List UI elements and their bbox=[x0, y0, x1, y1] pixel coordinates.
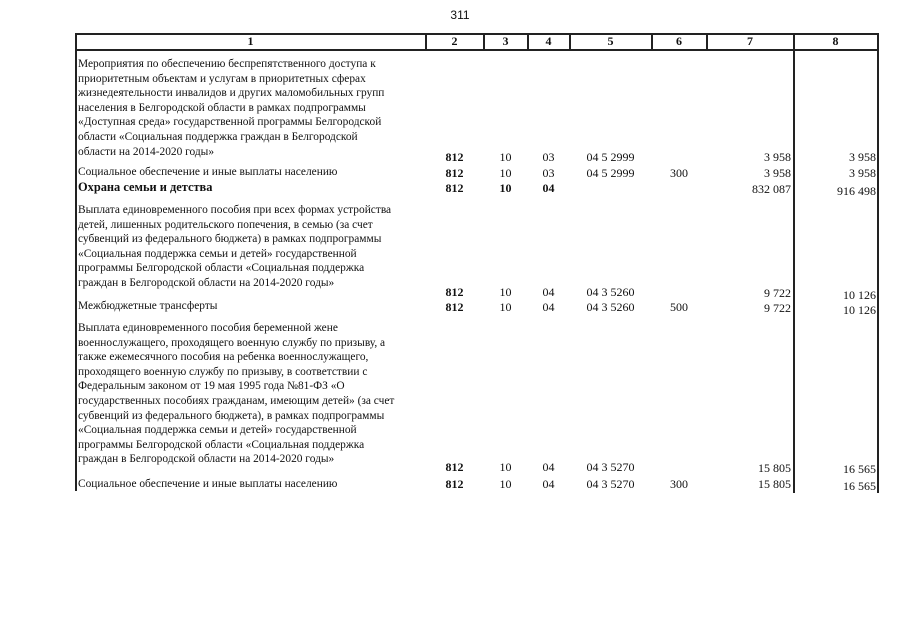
row-subsection: 03 bbox=[542, 150, 555, 164]
row-subsection: 04 bbox=[542, 460, 555, 474]
row-code-812: 812 bbox=[445, 181, 464, 195]
row-target-code: 04 3 5270 bbox=[586, 477, 635, 491]
header-col-3: 3 bbox=[502, 34, 509, 48]
row-section: 10 bbox=[499, 150, 512, 164]
row-section: 10 bbox=[499, 166, 512, 180]
row-amount-2016: 3 958 bbox=[849, 166, 876, 180]
row-amount-2015: 9 722 bbox=[764, 301, 791, 315]
header-col-8: 8 bbox=[832, 34, 839, 48]
header-bottom-border bbox=[75, 49, 878, 51]
row-amount-2015: 9 722 bbox=[764, 286, 791, 300]
row-description: Межбюджетные трансферты bbox=[78, 300, 218, 312]
row-code-812: 812 bbox=[445, 477, 464, 491]
row-description: Выплата единовременного пособия при всех формах устройства детей, лишенных родительского попечения, в семью (за счет субвенций из федерального бюджета) в рамках подпрограммы «Социальная поддержка семьи и детей» государственной программы Белгородской области «Социальная поддержка граждан в Белгородской области на 2014-2020 годы» bbox=[78, 204, 392, 289]
row-target-code: 04 3 5260 bbox=[586, 300, 635, 314]
row-section: 10 bbox=[499, 300, 512, 314]
row-subsection: 03 bbox=[542, 166, 555, 180]
row-description: Социальное обеспечение и иные выплаты населению bbox=[78, 166, 338, 178]
row-expense-type: 300 bbox=[670, 477, 688, 491]
row-section: 10 bbox=[499, 460, 512, 474]
row-subsection: 04 bbox=[542, 181, 555, 195]
header-col-5: 5 bbox=[607, 34, 614, 48]
col-border-7-8 bbox=[793, 33, 795, 493]
row-amount-2015: 15 805 bbox=[758, 477, 791, 491]
row-section: 10 bbox=[499, 181, 512, 195]
row-target-code: 04 5 2999 bbox=[586, 166, 635, 180]
row-amount-2016: 3 958 bbox=[849, 150, 876, 164]
row-amount-2015: 3 958 bbox=[764, 166, 791, 180]
header-col-6: 6 bbox=[676, 34, 682, 48]
row-description: Охрана семьи и детства bbox=[78, 180, 213, 194]
row-code-812: 812 bbox=[445, 166, 464, 180]
row-description: Социальное обеспечение и иные выплаты населению bbox=[78, 478, 338, 490]
row-description: Выплата единовременного пособия беременной жене военнослужащего, проходящего военную службу по призыву, а также ежемесячного пособия на ребенка военнослужащего, проходящего военную службу по призыву, в соответствии с Федеральным законом от 19 мая 1995 года №81-ФЗ «О государственных пособиях гражданам, имеющим детей» (за счет субвенций из федерального бюджета), в рамках подпрограммы «Социальная поддержка семьи и детей» государственной программы Белгородской области «Социальная поддержка граждан в Белгородской области на 2014-2020 годы» bbox=[78, 322, 395, 466]
page-number: 311 bbox=[450, 8, 470, 22]
row-section: 10 bbox=[499, 477, 512, 491]
row-expense-type: 500 bbox=[670, 300, 688, 314]
row-description: Мероприятия по обеспечению беспрепятственного доступа к приоритетным объектам и услугам в приоритетных сферах жизнедеятельности инвалидов и других маломобильных групп населения в Белгородской области в рамках подпрограммы «Доступная среда» государственной программы Белгородской области «Социальная поддержка граждан в Белгородской области на 2014-2020 годы» bbox=[78, 58, 385, 158]
header-col-2: 2 bbox=[451, 34, 458, 48]
row-amount-2016: 16 565 bbox=[843, 462, 876, 476]
col-border-right bbox=[877, 33, 879, 493]
row-subsection: 04 bbox=[542, 477, 555, 491]
row-expense-type: 300 bbox=[670, 166, 688, 180]
col-border-left bbox=[75, 33, 77, 491]
row-amount-2015: 832 087 bbox=[752, 182, 791, 196]
header-col-4: 4 bbox=[545, 34, 552, 48]
row-subsection: 04 bbox=[542, 285, 555, 299]
row-amount-2016: 10 126 bbox=[843, 288, 876, 302]
row-section: 10 bbox=[499, 285, 512, 299]
row-code-812: 812 bbox=[445, 300, 464, 314]
row-amount-2016: 916 498 bbox=[837, 184, 876, 198]
row-amount-2015: 15 805 bbox=[758, 461, 791, 475]
row-amount-2016: 10 126 bbox=[843, 303, 876, 317]
row-amount-2015: 3 958 bbox=[764, 150, 791, 164]
row-code-812: 812 bbox=[445, 150, 464, 164]
row-amount-2016: 16 565 bbox=[843, 479, 876, 493]
row-target-code: 04 3 5260 bbox=[586, 285, 635, 299]
row-code-812: 812 bbox=[445, 285, 464, 299]
header-col-1: 1 bbox=[247, 34, 254, 48]
row-subsection: 04 bbox=[542, 300, 555, 314]
row-code-812: 812 bbox=[445, 460, 464, 474]
row-target-code: 04 5 2999 bbox=[586, 150, 635, 164]
row-target-code: 04 3 5270 bbox=[586, 460, 635, 474]
header-col-7: 7 bbox=[747, 34, 753, 48]
